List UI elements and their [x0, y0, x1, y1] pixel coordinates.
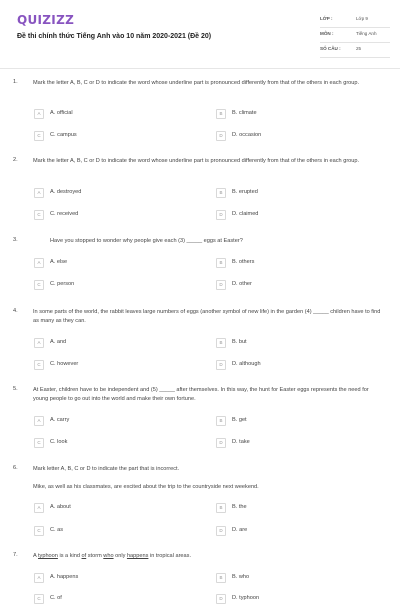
- option-letter-box: A: [34, 258, 44, 268]
- meta-value: Tiếng Anh: [356, 31, 377, 36]
- option-text: A. happens: [50, 574, 79, 580]
- question-text: [33, 552, 381, 561]
- question-number: 5.: [13, 386, 18, 392]
- question-number: 2.: [13, 157, 18, 163]
- option-text: A. carry: [50, 417, 70, 423]
- option-letter-box: D: [216, 438, 226, 448]
- question-text: Mark the letter A, B, C or D to indicate the word whose underline part is pronounced differently from that of the others in each group.: [33, 80, 360, 86]
- option-text: A. else: [50, 259, 68, 265]
- option-text: A. and: [50, 339, 67, 345]
- option-letter-box: A: [34, 338, 44, 348]
- question-number: 6.: [13, 465, 18, 471]
- option-text: A. destroyed: [50, 189, 82, 195]
- option-text: A. about: [50, 504, 71, 510]
- option-letter-box: B: [216, 573, 226, 583]
- underlined-part: typhoon: [37, 553, 58, 559]
- meta-row-grade: [320, 13, 390, 28]
- option-letter-box: B: [216, 416, 226, 426]
- meta-row-count: [320, 43, 390, 58]
- option-letter-box: D: [216, 526, 226, 536]
- text-part: in tropical areas.: [148, 553, 192, 559]
- option-letter-box: C: [34, 594, 44, 604]
- meta-key: MÔN :: [320, 31, 334, 36]
- option-text: C. however: [50, 361, 79, 367]
- option-letter-box: B: [216, 188, 226, 198]
- option-letter-box: C: [34, 131, 44, 141]
- question-sentence: Mike, as well as his classmates, are excited about the trip to the countryside next weekend.: [33, 484, 259, 490]
- option-text: C. campus: [50, 132, 77, 138]
- text-part: storm: [86, 553, 104, 559]
- option-text: C. look: [50, 439, 68, 445]
- option-letter-box: C: [34, 210, 44, 220]
- text-part: is a kind: [57, 553, 82, 559]
- text-part: A: [33, 553, 38, 559]
- option-text: B. who: [232, 574, 250, 580]
- question-text: At Easter, children have to be independent and (5) _____ after themselves. In this way, the hunt for Easter eggs represents the need for young people to go out into the world and make their own fortune.: [33, 387, 369, 402]
- option-letter-box: A: [34, 503, 44, 513]
- option-text: C. person: [50, 281, 75, 287]
- worksheet-header: [0, 0, 400, 66]
- option-text: C. of: [50, 595, 62, 601]
- option-text: D. occasion: [232, 132, 262, 138]
- option-text: B. but: [232, 339, 247, 345]
- question-number: 1.: [13, 79, 18, 85]
- question-text: Have you stopped to wonder why people give each (3) _____ eggs at Easter?: [50, 238, 243, 244]
- option-letter-box: C: [34, 360, 44, 370]
- option-text: B. get: [232, 417, 247, 423]
- question-text: Mark the letter A, B, C or D to indicate the word whose underline part is pronounced differently from that of the others in each group.: [33, 158, 360, 164]
- meta-value: Lớp 9: [356, 16, 368, 21]
- question-number: 3.: [13, 237, 18, 243]
- option-letter-box: B: [216, 338, 226, 348]
- option-letter-box: B: [216, 109, 226, 119]
- option-text: D. other: [232, 281, 252, 287]
- option-text: D. although: [232, 361, 261, 367]
- option-letter-box: A: [34, 416, 44, 426]
- option-text: D. take: [232, 439, 250, 445]
- option-letter-box: D: [216, 210, 226, 220]
- quizizz-logo: QUIZIZZ: [17, 13, 75, 27]
- option-letter-box: C: [34, 280, 44, 290]
- option-text: B. erupted: [232, 189, 258, 195]
- meta-key: SỐ CÂU :: [320, 46, 341, 51]
- underlined-part: who: [103, 553, 114, 559]
- option-letter-box: D: [216, 280, 226, 290]
- underlined-part: of: [81, 553, 87, 559]
- option-text: A. official: [50, 110, 73, 116]
- worksheet-title: Đề thi chính thức Tiếng Anh vào 10 năm 2020-2021 (Đề 20): [17, 33, 212, 40]
- option-letter-box: A: [34, 573, 44, 583]
- option-text: D. claimed: [232, 211, 259, 217]
- meta-row-subject: [320, 28, 390, 43]
- option-letter-box: A: [34, 109, 44, 119]
- worksheet-meta: [320, 13, 390, 58]
- option-letter-box: D: [216, 131, 226, 141]
- option-letter-box: A: [34, 188, 44, 198]
- option-text: C. as: [50, 527, 64, 533]
- option-letter-box: D: [216, 594, 226, 604]
- option-text: B. the: [232, 504, 247, 510]
- question-number: 4.: [13, 308, 18, 314]
- option-letter-box: B: [216, 258, 226, 268]
- option-text: B. climate: [232, 110, 257, 116]
- option-letter-box: C: [34, 526, 44, 536]
- option-letter-box: D: [216, 360, 226, 370]
- text-part: only: [113, 553, 127, 559]
- option-text: C. received: [50, 211, 79, 217]
- question-text: In some parts of the world, the rabbit leaves large numbers of eggs (another symbol of new life) in the garden (4) _____ children have to find as many as they can.: [33, 309, 381, 324]
- option-text: B. others: [232, 259, 255, 265]
- header-divider: [0, 68, 400, 69]
- question-number: 7.: [13, 552, 18, 558]
- underlined-part: happens: [126, 553, 149, 559]
- option-letter-box: B: [216, 503, 226, 513]
- question-text: Mark letter A, B, C or D to indicate the part that is incorrect.: [33, 466, 180, 472]
- option-letter-box: C: [34, 438, 44, 448]
- meta-key: LỚP :: [320, 16, 333, 21]
- meta-value: 25: [356, 46, 362, 51]
- option-text: D. are: [232, 527, 248, 533]
- option-text: D. typhoon: [232, 595, 260, 601]
